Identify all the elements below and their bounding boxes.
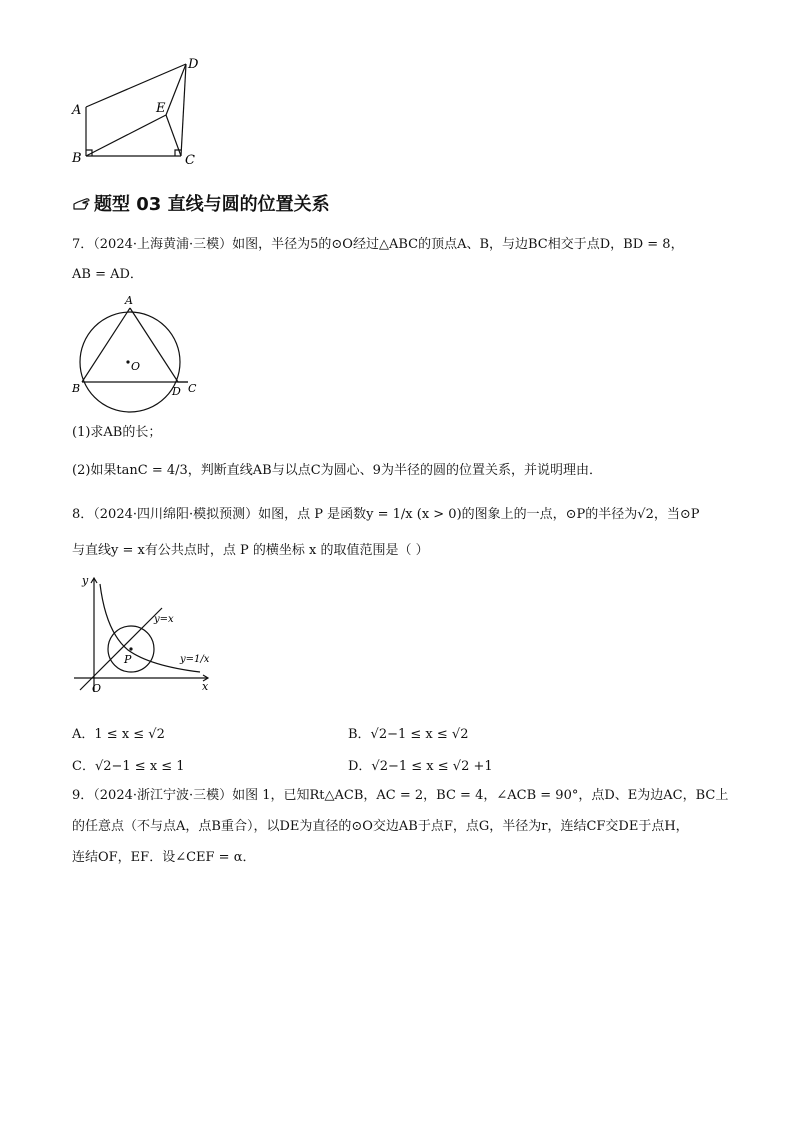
- option-b[interactable]: B．√2−1 ≤ x ≤ √2: [348, 727, 469, 742]
- section-heading: [72, 190, 330, 216]
- q9-line1: 9．（2024·浙江宁波·三模）如图 1，已知Rt△ACB，AC = 2，BC = 4，∠ACB = 90°，点D、E为边AC，BC上: [72, 788, 729, 803]
- label-d: D: [172, 385, 181, 398]
- label-p: P: [124, 653, 132, 666]
- label-curve: y=1/x: [180, 654, 210, 665]
- label-b: B: [72, 382, 81, 395]
- q9-line2: 的任意点（不与点A，点B重合），以DE为直径的⊙O交边AB于点F，点G，半径为r，连结CF交DE于点H，: [72, 819, 689, 834]
- label-e: E: [156, 101, 166, 116]
- q7-line2: AB = AD．: [72, 267, 143, 282]
- q8-line1: 8．（2024·四川绵阳·模拟预测）如图，点 P 是函数y = 1/x (x > 0)的图象上的一点，⊙P的半径为√2，当⊙P: [72, 507, 700, 522]
- q9-line3: 连结OF，EF．设∠CEF = α．: [72, 850, 256, 865]
- label-line-yx: y=x: [154, 614, 174, 625]
- label-y: y: [82, 574, 89, 587]
- label-b: B: [72, 151, 82, 166]
- label-d: D: [188, 57, 199, 72]
- q7-part2: (2)如果tanC = 4/3，判断直线AB与以点C为圆心、9为半径的圆的位置关系，并说明理由．: [72, 463, 602, 478]
- section-title: 题型 03 直线与圆的位置关系: [94, 194, 330, 215]
- label-a: A: [72, 103, 82, 118]
- figure-circle-triangle: [66, 292, 206, 414]
- q7-line1: 7．（2024·上海黄浦·三模）如图，半径为5的⊙O经过△ABC的顶点A、B，与边BC相交于点D，BD = 8，: [72, 237, 684, 252]
- option-a[interactable]: A．1 ≤ x ≤ √2: [72, 727, 165, 742]
- label-c: C: [188, 382, 197, 395]
- label-o: O: [92, 682, 102, 695]
- label-c: C: [185, 153, 195, 168]
- label-o: O: [131, 360, 141, 373]
- figure-hyperbola-circle: [70, 572, 220, 698]
- label-a: A: [125, 294, 133, 307]
- q8-line2: 与直线y = x有公共点时，点 P 的横坐标 x 的取值范围是（ ）: [72, 543, 429, 558]
- option-d[interactable]: D．√2−1 ≤ x ≤ √2 +1: [348, 759, 493, 774]
- label-x: x: [202, 680, 209, 693]
- q7-part1: (1)求AB的长；: [72, 425, 162, 440]
- figure-quadrilateral: [66, 52, 216, 172]
- pointing-hand-icon: [72, 196, 92, 212]
- option-c[interactable]: C．√2−1 ≤ x ≤ 1: [72, 759, 185, 774]
